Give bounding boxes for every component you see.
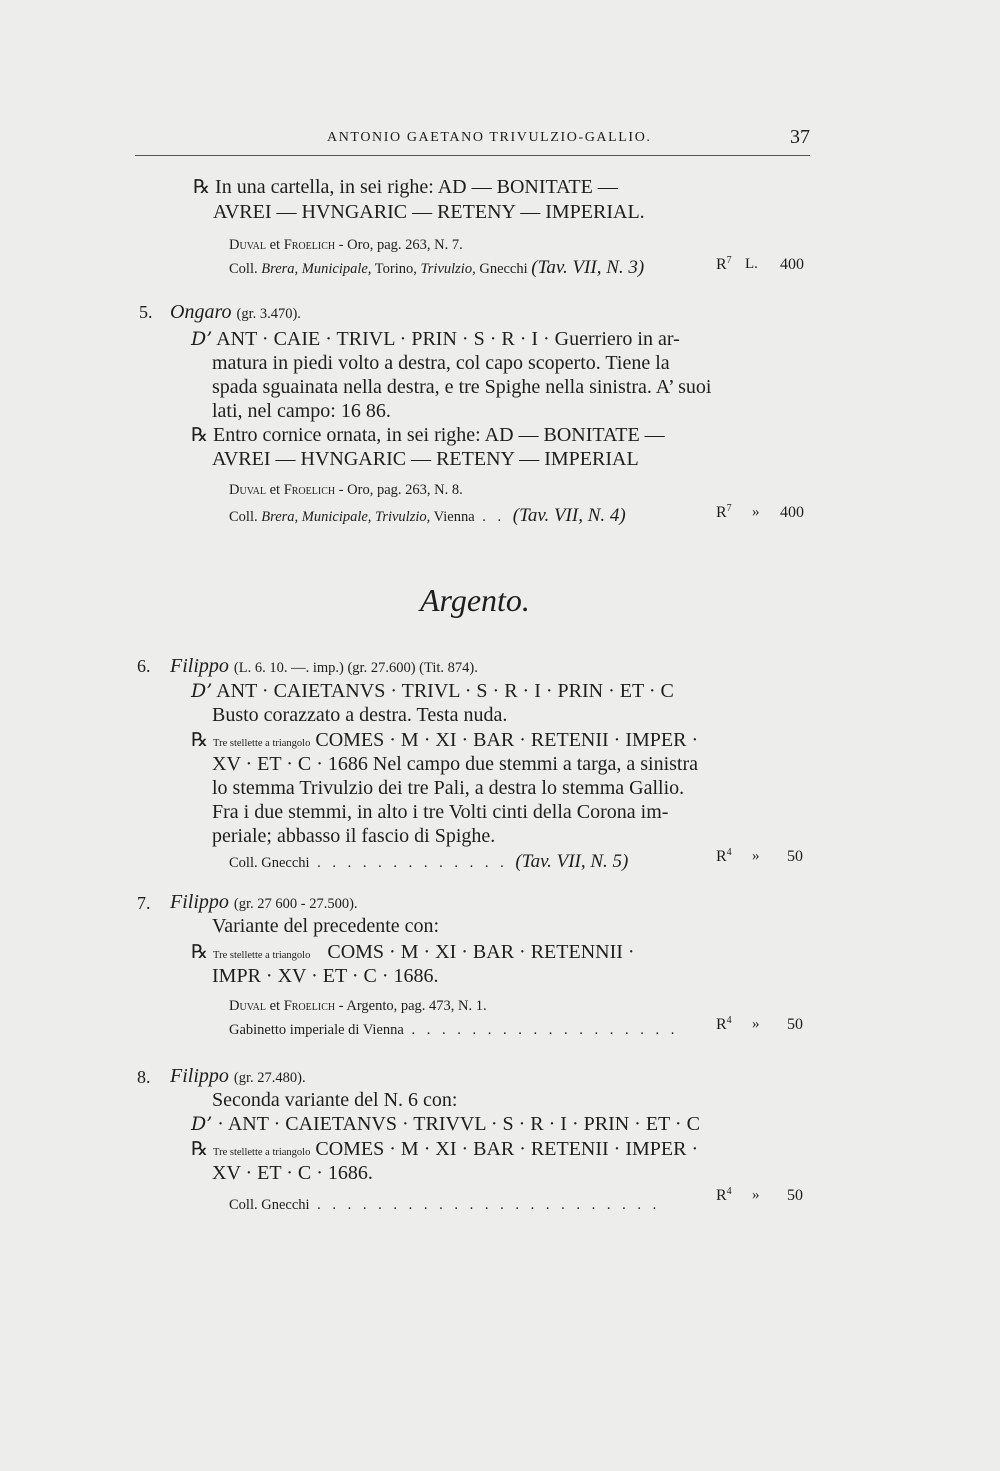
item-number: 7. [137, 893, 151, 913]
coll-text: Coll. Gnecchi [229, 855, 310, 871]
coll-text: Coll. Gnecchi [229, 1197, 310, 1213]
price: 50 [787, 1016, 803, 1033]
price-mark: L. [745, 256, 758, 272]
leader-dots: . . . . . . . . . . . . . . . . . . [403, 1022, 679, 1038]
obverse-text: · ANT · CAIETANVS · TRIVVL · S · R · I · PRIN · ET · C [217, 1113, 700, 1135]
reverse-note: Tre stellette a triangolo [213, 1147, 311, 1158]
reverse-line-2: AVREI — HVNGARIC — RETENY — IMPERIAL [212, 448, 639, 470]
reverse-text: COMES · M · XI · BAR · RETENII · IMPER · [315, 729, 699, 751]
plate-reference: (Tav. VII, N. 3) [531, 257, 645, 278]
reverse-text: In una cartella, in sei righe: AD — BONITATE — [215, 176, 618, 198]
ref-author-1: Duval [229, 237, 266, 253]
reverse-symbol: ℞ [191, 424, 209, 446]
ref-detail: - Argento, pag. 473, N. 1. [335, 998, 487, 1014]
obverse-symbol: D’ [191, 328, 213, 350]
reverse-note: Tre stellette a triangolo [213, 738, 311, 749]
plate-reference: (Tav. VII, N. 4) [512, 505, 626, 526]
reverse-symbol: ℞ [193, 176, 211, 198]
price: 50 [787, 848, 803, 865]
cont-collection [229, 255, 644, 282]
item-collection [229, 1017, 678, 1043]
item-number: 6. [137, 656, 151, 676]
rarity-letter: R [716, 256, 727, 273]
coll-end: Gnecchi [475, 261, 532, 277]
rarity [716, 1186, 732, 1205]
plate-reference: (Tav. VII, N. 5) [515, 851, 629, 872]
item-collection [229, 849, 628, 876]
coll-end: Vienna [430, 509, 475, 525]
reverse-text: COMES · M · XI · BAR · RETENII · IMPER · [315, 1138, 699, 1160]
rarity-degree: 4 [726, 847, 732, 858]
rarity [716, 1015, 732, 1034]
obverse-line [191, 1111, 700, 1137]
coll-list: Brera, Municipale, [261, 261, 372, 277]
reverse-text: Entro cornice ornata, in sei righe: AD — BONITATE — [213, 424, 665, 446]
rarity [716, 255, 732, 274]
coll-prefix: Coll. [229, 261, 262, 277]
ref-author-2: Froelich [283, 482, 336, 498]
reverse-desc-2: lo stemma Trivulzio dei tre Pali, a destra lo stemma Gallio. [212, 777, 685, 799]
reverse-desc-3: Fra i due stemmi, in alto i tre Volti cinti della Corona im- [212, 801, 669, 823]
rarity-letter: R [716, 1187, 727, 1204]
price-mark: » [752, 504, 760, 520]
obverse-desc-3: lati, nel campo: 16 86. [212, 400, 391, 422]
rarity-letter: R [716, 504, 727, 521]
reverse-note: Tre stellette a triangolo [213, 950, 311, 961]
item-title [170, 653, 478, 681]
reverse-line-2: XV · ET · C · 1686. [212, 1162, 373, 1184]
ref-author-1: Duval [229, 482, 266, 498]
reverse-desc-4: periale; abbasso il fascio di Spighe. [212, 825, 496, 847]
ref-detail: - Oro, pag. 263, N. 8. [335, 482, 463, 498]
item-collection [229, 1192, 660, 1218]
item-number: 5. [139, 302, 153, 322]
coin-meta: (gr. 27.480). [233, 1070, 306, 1086]
coll-mid: Torino, [371, 261, 421, 277]
leader-dots: . . [474, 509, 513, 525]
header-rule [135, 155, 810, 156]
ref-and: et [265, 237, 284, 253]
price-mark: » [752, 848, 760, 864]
rarity-degree: 7 [726, 255, 732, 266]
rarity-letter: R [716, 1016, 727, 1033]
ref-and: et [265, 998, 284, 1014]
reverse-line [191, 422, 665, 448]
running-header [135, 126, 810, 156]
obverse-desc-2: spada sguainata nella destra, e tre Spighe nella sinistra. A’ suoi [212, 376, 712, 398]
cont-reverse-line-2: AVREI — HVNGARIC — RETENY — IMPERIAL. [213, 201, 645, 223]
reverse-symbol: ℞ [191, 1138, 209, 1160]
item-intro: Seconda variante del N. 6 con: [212, 1089, 458, 1111]
price: 400 [780, 504, 804, 521]
ref-author-2: Froelich [283, 237, 336, 253]
coll-prefix: Coll. [229, 509, 262, 525]
coin-meta: (L. 6. 10. —. imp.) (gr. 27.600) (Tit. 874). [233, 660, 478, 676]
reverse-line-2: IMPR · XV · ET · C · 1686. [212, 965, 439, 987]
obverse-text: ANT · CAIETANVS · TRIVL · S · R · I · PRIN · ET · C [216, 680, 674, 702]
coin-name: Filippo [170, 891, 229, 913]
ref-and: et [265, 482, 284, 498]
obverse-desc: Busto corazzato a destra. Testa nuda. [212, 704, 508, 726]
coin-meta: (gr. 27 600 - 27.500). [233, 896, 358, 912]
price: 50 [787, 1187, 803, 1204]
price: 400 [780, 256, 804, 273]
rarity-degree: 7 [726, 503, 732, 514]
item-reference [229, 993, 487, 1019]
coin-name: Filippo [170, 655, 229, 677]
obverse-text: ANT · CAIE · TRIVL · PRIN · S · R · I · Guerriero in ar- [216, 328, 680, 350]
obverse-desc-1: matura in piedi volto a destra, col capo scoperto. Tiene la [212, 352, 670, 374]
reverse-symbol: ℞ [191, 941, 209, 963]
reverse-desc-1: XV · ET · C · 1686 Nel campo due stemmi a targa, a sinistra [212, 753, 699, 775]
leader-dots: . . . . . . . . . . . . . . . . . . . . . . . [309, 1197, 661, 1213]
item-title [170, 299, 301, 327]
page-number: 37 [790, 126, 810, 148]
coin-weight: (gr. 3.470). [236, 306, 301, 322]
coin-name: Filippo [170, 1065, 229, 1087]
price-mark: » [752, 1187, 760, 1203]
reverse-text: COMS · M · XI · BAR · RETENNII · [327, 941, 635, 963]
obverse-line [191, 326, 680, 352]
leader-dots: . . . . . . . . . . . . . [309, 855, 516, 871]
section-heading: Argento. [420, 582, 530, 618]
obverse-symbol: D’ [191, 680, 213, 702]
item-intro: Variante del precedente con: [212, 915, 440, 937]
obverse-symbol: D’ [191, 1113, 213, 1135]
cont-reverse-line [193, 174, 618, 200]
rarity-letter: R [716, 848, 727, 865]
item-reference [229, 477, 463, 503]
coin-name: Ongaro [170, 301, 232, 323]
obverse-line [191, 678, 674, 704]
item-number: 8. [137, 1067, 151, 1087]
reverse-symbol: ℞ [191, 729, 209, 751]
rarity-degree: 4 [726, 1015, 732, 1026]
ref-detail: - Oro, pag. 263, N. 7. [335, 237, 463, 253]
coll-text: Gabinetto imperiale di Vienna [229, 1022, 404, 1038]
header-title: ANTONIO GAETANO TRIVULZIO-GALLIO. [327, 130, 652, 145]
ref-author-1: Duval [229, 998, 266, 1014]
rarity [716, 503, 732, 522]
coll-list: Brera, Municipale, Trivulzio, [261, 509, 431, 525]
rarity-degree: 4 [726, 1186, 732, 1197]
item-collection [229, 503, 626, 530]
coll-trivulzio: Trivulzio, [420, 261, 476, 277]
ref-author-2: Froelich [283, 998, 336, 1014]
rarity [716, 847, 732, 866]
price-mark: » [752, 1016, 760, 1032]
